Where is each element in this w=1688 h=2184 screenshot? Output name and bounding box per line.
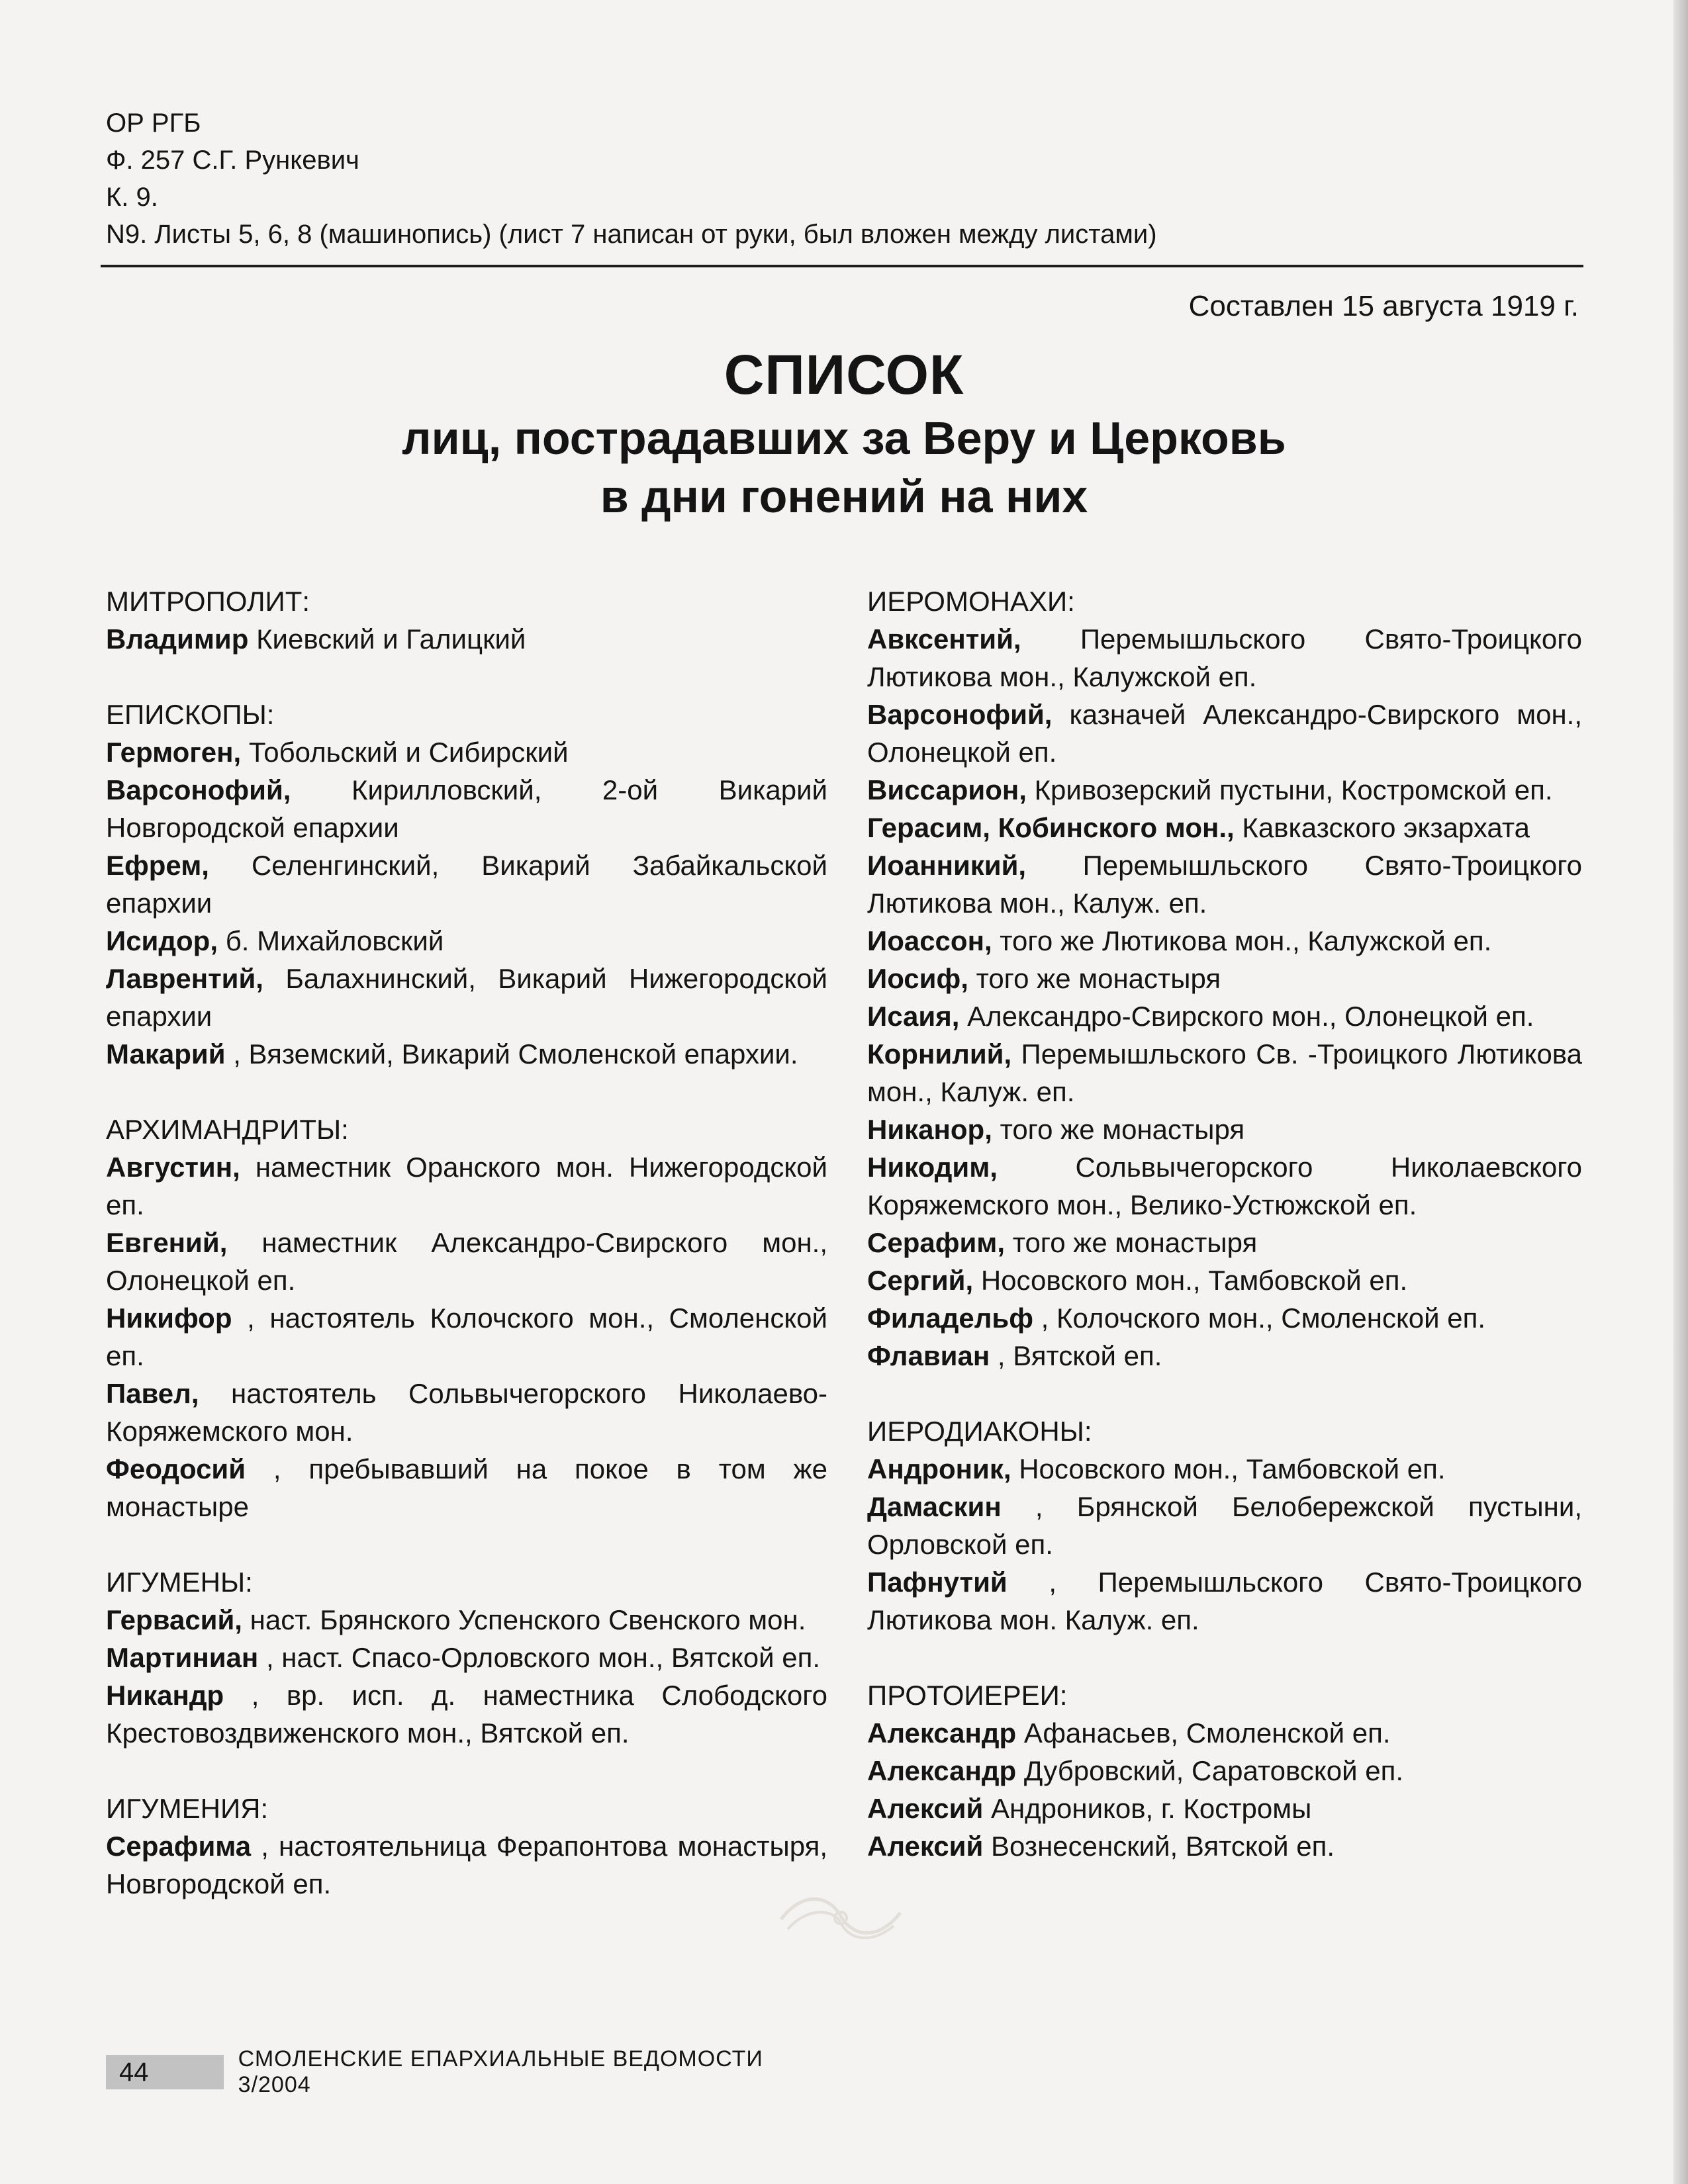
person-name: Корнилий, — [867, 1038, 1012, 1069]
document-subtitle: в дни гонений на них — [600, 471, 1088, 522]
list-archpriests — [867, 1714, 1582, 1865]
list-item — [867, 1563, 1582, 1639]
list-item — [106, 1639, 827, 1676]
person-name: Варсонофий, — [867, 699, 1053, 730]
person-description: Дубровский, Саратовской еп. — [1023, 1755, 1403, 1786]
person-name: Александр — [867, 1717, 1017, 1749]
list-item — [867, 1827, 1582, 1865]
document-title: СПИСОК — [724, 343, 964, 406]
compilation-date: Составлен 15 августа 1919 г. — [1188, 290, 1579, 322]
ornament-flourish — [774, 1880, 907, 1952]
rank-heading-archpriests: ПРОТОИЕРЕИ: — [867, 1680, 1068, 1711]
rank-heading-metropolitan: МИТРОПОЛИТ: — [106, 586, 310, 617]
person-description: Сольвычегорского Николаевского Коряжемского мон., Велико-Устюжской еп. — [867, 1152, 1582, 1220]
person-name: Варсонофий, — [106, 774, 291, 805]
person-description: Александро-Свирского мон., Олонецкой еп. — [967, 1001, 1534, 1032]
divider-rule — [101, 265, 1583, 267]
list-item — [867, 809, 1582, 846]
rank-heading-hieromonks: ИЕРОМОНАХИ: — [867, 586, 1075, 617]
person-description: Перемышльского Свято-Троицкого Лютикова мон., Калужской еп. — [867, 623, 1582, 692]
person-name: Никодим, — [867, 1152, 998, 1183]
person-name: Алексий — [867, 1831, 984, 1862]
list-hieromonks — [867, 620, 1582, 1375]
list-item — [106, 1299, 827, 1375]
person-description: , Вятской еп. — [997, 1340, 1162, 1371]
person-name: Евгений, — [106, 1227, 228, 1258]
person-name: Дамаскин — [867, 1491, 1002, 1522]
page-edge — [1673, 0, 1688, 2184]
person-name: Герасим, Кобинского мон., — [867, 812, 1235, 843]
person-description: Кирилловский, 2-ой Викарий Новгородской епархии — [106, 774, 828, 843]
person-name: Алексий — [867, 1793, 984, 1824]
list-hierodeacons — [867, 1450, 1582, 1639]
list-item — [106, 1035, 827, 1073]
person-description: , настоятельница Ферапонтова монастыря, Новгородской еп. — [106, 1831, 827, 1899]
list-item — [867, 1790, 1582, 1827]
person-description: Носовского мон., Тамбовской еп. — [1019, 1453, 1446, 1484]
list-item — [867, 1337, 1582, 1375]
list-item — [106, 1827, 827, 1903]
rank-heading-hierodeacons: ИЕРОДИАКОНЫ: — [867, 1416, 1092, 1447]
person-description: Кривозерский пустыни, Костромской еп. — [1034, 774, 1553, 805]
list-bishops — [106, 733, 827, 1073]
list-hegumens — [106, 1601, 827, 1752]
person-description: , пребывавший на покое в том же монастыре — [106, 1453, 827, 1522]
person-description: того же Лютикова мон., Калужской еп. — [1000, 925, 1492, 956]
person-description: Андроников, г. Костромы — [990, 1793, 1312, 1824]
archive-line: N9. Листы 5, 6, 8 (машинопись) (лист 7 написан от руки, был вложен между листами) — [106, 220, 1157, 249]
person-name: Лаврентий, — [106, 963, 263, 994]
right-column — [867, 582, 1582, 1865]
person-name: Иоассон, — [867, 925, 992, 956]
person-description: Перемышльского Св. -Троицкого Лютикова мон., Калуж. еп. — [867, 1038, 1583, 1107]
person-description: настоятель Сольвычегорского Николаево-Коряжемского мон. — [106, 1378, 828, 1447]
person-name: Виссарион, — [867, 774, 1027, 805]
list-item — [867, 1714, 1582, 1752]
list-item — [867, 1035, 1582, 1111]
person-description: Носовского мон., Тамбовской еп. — [980, 1265, 1408, 1296]
list-item — [867, 1488, 1582, 1563]
person-description: Киевский и Галицкий — [256, 623, 526, 655]
person-name: Иоанникий, — [867, 850, 1027, 881]
person-name: Владимир — [106, 623, 249, 655]
rank-heading-hegumenia: ИГУМЕНИЯ: — [106, 1793, 269, 1824]
person-name: Ефрем, — [106, 850, 209, 881]
person-name: Андроник, — [867, 1453, 1011, 1484]
person-description: наместник Оранского мон. Нижегородской еп. — [106, 1152, 827, 1220]
person-description: , Вяземский, Викарий Смоленской епархии. — [233, 1038, 798, 1069]
person-name: Иосиф, — [867, 963, 968, 994]
rank-heading-archimandrites: АРХИМАНДРИТЫ: — [106, 1114, 349, 1145]
person-description: Вознесенский, Вятской еп. — [990, 1831, 1335, 1862]
person-name: Гермоген, — [106, 737, 242, 768]
person-description: того же монастыря — [1012, 1227, 1258, 1258]
person-name: Филадельф — [867, 1302, 1033, 1334]
person-name: Павел, — [106, 1378, 199, 1409]
person-description: Тобольский и Сибирский — [248, 737, 569, 768]
list-item — [867, 1450, 1582, 1488]
person-description: того же монастыря — [1000, 1114, 1245, 1145]
list-item — [106, 1148, 827, 1224]
list-archimandrites — [106, 1148, 827, 1525]
list-item — [106, 960, 827, 1035]
person-name: Исаия, — [867, 1001, 960, 1032]
archive-line: Ф. 257 С.Г. Рункевич — [106, 146, 359, 175]
person-name: Никанор, — [867, 1114, 992, 1145]
list-item — [106, 846, 827, 922]
person-description: , Колочского мон., Смоленской еп. — [1041, 1302, 1486, 1334]
person-description: наместник Александро-Свирского мон., Олонецкой еп. — [106, 1227, 827, 1296]
list-item — [867, 1224, 1582, 1261]
list-item — [867, 997, 1582, 1035]
person-name: Никифор — [106, 1302, 232, 1334]
list-item — [106, 1375, 827, 1450]
left-column — [106, 582, 827, 1903]
archive-reference — [106, 105, 1582, 253]
page-number: 44 — [106, 2055, 224, 2089]
rank-heading-hegumens: ИГУМЕНЫ: — [106, 1567, 253, 1598]
list-item — [106, 1676, 827, 1752]
list-metropolitan — [106, 620, 827, 658]
list-item — [106, 1224, 827, 1299]
person-description: казначей Александро-Свирского мон., Олонецкой еп. — [867, 699, 1582, 768]
list-item — [106, 733, 827, 771]
list-item — [867, 960, 1582, 997]
person-description: Селенгинский, Викарий Забайкальской епархии — [106, 850, 827, 919]
person-description: Кавказского экзархата — [1242, 812, 1530, 843]
list-item — [867, 696, 1582, 771]
person-name: Александр — [867, 1755, 1017, 1786]
list-item — [106, 922, 827, 960]
list-item — [867, 1261, 1582, 1299]
person-name: Исидор, — [106, 925, 218, 956]
list-item — [867, 922, 1582, 960]
person-description: , наст. Спасо-Орловского мон., Вятской еп. — [265, 1642, 820, 1673]
person-description: , Перемышльского Свято-Троицкого Лютикова мон. Калуж. еп. — [867, 1567, 1583, 1635]
person-name: Мартиниан — [106, 1642, 259, 1673]
person-name: Сергий, — [867, 1265, 974, 1296]
list-item — [867, 846, 1582, 922]
person-name: Никандр — [106, 1680, 224, 1711]
person-description: Перемышльского Свято-Троицкого Лютикова мон., Калуж. еп. — [867, 850, 1582, 919]
document-subtitle: лиц, пострадавших за Веру и Церковь — [402, 412, 1286, 464]
person-description: Афанасьев, Смоленской еп. — [1023, 1717, 1391, 1749]
person-description: наст. Брянского Успенского Свенского мон. — [250, 1604, 806, 1635]
person-name: Гервасий, — [106, 1604, 242, 1635]
list-item — [106, 1450, 827, 1525]
person-description: , настоятель Колочского мон., Смоленской еп. — [106, 1302, 828, 1371]
person-description: Балахнинский, Викарий Нижегородской епархии — [106, 963, 827, 1032]
person-name: Авксентий, — [867, 623, 1021, 655]
person-name: Флавиан — [867, 1340, 990, 1371]
person-name: Пафнутий — [867, 1567, 1008, 1598]
person-name: Серафим, — [867, 1227, 1006, 1258]
list-item — [867, 771, 1582, 809]
page-footer — [106, 2046, 834, 2097]
person-name: Серафима — [106, 1831, 252, 1862]
person-description: того же монастыря — [976, 963, 1221, 994]
person-name: Макарий — [106, 1038, 226, 1069]
list-item — [106, 620, 827, 658]
person-name: Феодосий — [106, 1453, 246, 1484]
archive-line: К. 9. — [106, 183, 158, 212]
list-item — [867, 1299, 1582, 1337]
person-description: , Брянской Белобережской пустыни, Орловской еп. — [867, 1491, 1583, 1560]
person-description: б. Михайловский — [225, 925, 444, 956]
list-hegumenia — [106, 1827, 827, 1903]
list-item — [106, 771, 827, 846]
publication-title: СМОЛЕНСКИЕ ЕПАРХИАЛЬНЫЕ ВЕДОМОСТИ 3/2004 — [238, 2046, 763, 2097]
rank-heading-bishops: ЕПИСКОПЫ: — [106, 699, 275, 730]
list-item — [867, 1752, 1582, 1790]
list-item — [867, 620, 1582, 696]
list-item — [867, 1111, 1582, 1148]
archive-line: ОР РГБ — [106, 109, 201, 138]
person-name: Августин, — [106, 1152, 240, 1183]
person-description: , вр. исп. д. наместника Слободского Крестовоздвиженского мон., Вятской еп. — [106, 1680, 827, 1749]
list-item — [867, 1148, 1582, 1224]
list-item — [106, 1601, 827, 1639]
